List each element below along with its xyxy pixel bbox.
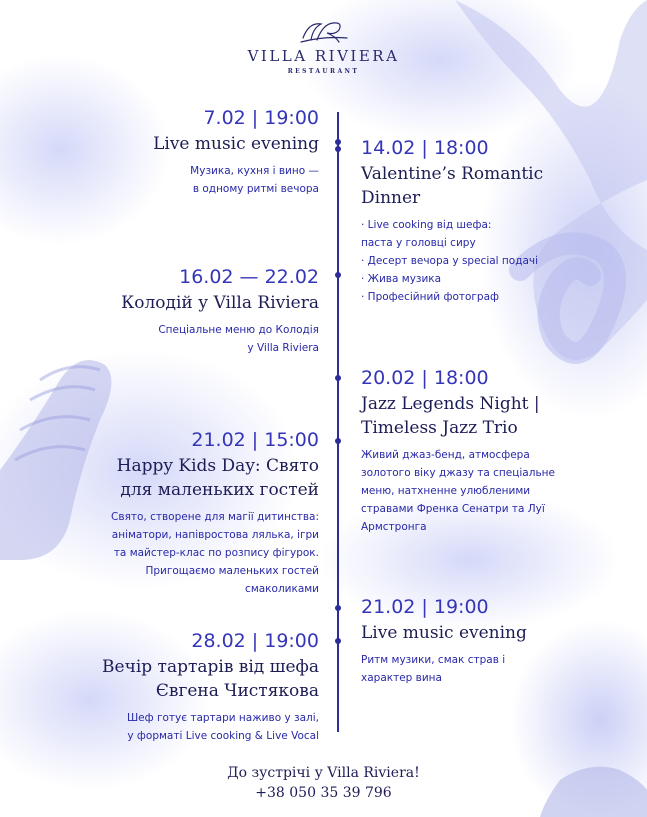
event-description: · Live cooking від шефа: паста у головці сиру · Десерт вечора у special подачі · Жива музика · Професійний фотограф [361,219,539,303]
event-date: 14.02 | 18:00 [361,137,489,159]
timeline-dot [335,272,341,278]
event-description: Музика, кухня і вино — в одному ритмі вечора [190,165,319,195]
event-description: Спеціальне меню до Колодія у Villa Riviera [158,324,319,354]
event-live-music-21-02 [361,595,527,687]
event-date: 21.02 | 19:00 [361,596,489,618]
event-title: Вечір тартарів від шефа Євгена Чистякова [102,657,319,701]
footer-phone[interactable]: +38 050 35 39 796 [255,785,392,801]
event-date: 7.02 | 19:00 [203,107,319,129]
event-title: Live music evening [361,623,527,643]
event-description: Шеф готує тартари наживо у залі, у форматі Live cooking & Live Vocal [126,712,319,742]
brand-subtitle: RESTAURANT [287,68,360,75]
timeline-dot [335,146,341,152]
brand-name: VILLA RIVIERA [247,47,400,65]
event-jazz-legends-night [361,366,555,536]
event-title: Valentine’s Romantic Dinner [361,164,544,208]
event-date: 28.02 | 19:00 [191,630,319,652]
event-title: Колодій у Villa Riviera [121,293,319,313]
timeline-dot [335,375,341,381]
event-title: Jazz Legends Night | Timeless Jazz Trio [361,394,540,438]
timeline-dot [335,438,341,444]
event-description: Свято, створене для магії дитинства: аніматори, напівростова лялька, ігри та майстер-клас по розпису фігурок. Пригощаємо маленьких гостей смаколиками [111,511,319,595]
event-live-music-7-02 [153,106,319,198]
villa-riviera-logo-icon [299,18,349,44]
event-title: Live music evening [153,134,319,154]
event-title: Happy Kids Day: Свято для маленьких гостей [116,456,319,500]
footer-greeting: До зустрічі у Villa Riviera! [227,765,420,781]
event-date: 20.02 | 18:00 [361,367,489,389]
event-happy-kids-day [111,428,319,598]
event-description: Ритм музики, смак страв і характер вина [361,654,506,684]
event-tartar-evening [102,629,319,745]
event-valentines-dinner [361,136,543,306]
timeline-dot [335,605,341,611]
timeline-dot [335,139,341,145]
event-date: 16.02 — 22.02 [179,266,319,288]
event-kolodii [121,265,319,357]
event-description: Живий джаз-бенд, атмосфера золотого віку джазу та спеціальне меню, натхненне улюбленими стравами Френка Сенатри та Луї Армстронга [361,449,555,533]
event-date: 21.02 | 15:00 [191,429,319,451]
timeline-dot [335,638,341,644]
